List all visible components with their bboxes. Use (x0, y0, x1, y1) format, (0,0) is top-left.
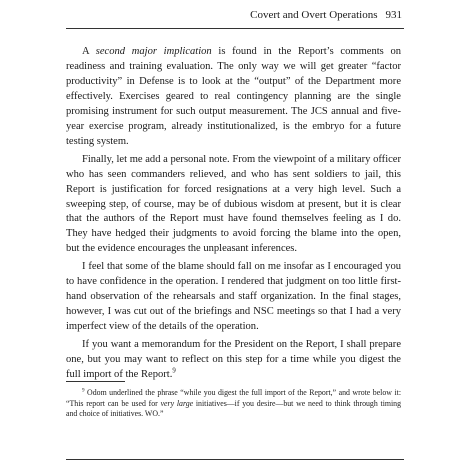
page-number: 931 (385, 9, 402, 21)
paragraph-4 (66, 338, 401, 383)
footnote (66, 388, 401, 420)
paragraph-1-text: is found in the Report’s comments on readiness and training evaluation. The only way we will get greater “factor productivity” in Defense is to look at the “output” of the Department more effectively. Exercises geared to real contingency planning are the single promising instrument for such output measurement. The JCS annual and five-year exercise program, already institutionalized, is the embryo for a future testing system. (66, 46, 402, 147)
running-title: Covert and Overt Operations (250, 9, 378, 21)
body-text (66, 45, 401, 386)
footnote-9 (66, 388, 401, 420)
footnote-text-a: Odom underlined the phrase “while you digest the full import of the Report,” and wrote below it: “This report can be used for (66, 388, 401, 408)
paragraph-1 (66, 45, 401, 150)
paragraph-4-text: If you want a memorandum for the President on the Report, I shall prepare one, but you may want to reflect on this step for a time while you digest the full import of the Report. (66, 339, 401, 381)
footnote-rule (66, 381, 125, 382)
page-bottom-rule (66, 459, 404, 460)
footnote-marker: 9 (82, 387, 85, 394)
footnote-text-b: initiatives—if you desire—but we need to think through timing and choice of initiatives. WO.” (66, 398, 402, 419)
paragraph-1-emphasis: second major implication (95, 46, 212, 57)
paragraph-3: I feel that some of the blame should fall on me insofar as I encouraged you to have confidence in the operation. I rendered that judgment on too little first-hand observation of the rehearsals and staff organization. In the final stages, however, I was cut out of the briefings and NSC meetings so that I had a very imperfect view of the details of the operation. (66, 261, 401, 333)
paragraph-2: Finally, let me add a personal note. From the viewpoint of a military officer who has seen commanders relieved, and who has sent soldiers to jail, this Report is justification for forced resignations at a very high level. Such a sweeping step, of course, may be of dubious wisdom at present, but it is clear that the authors of the Report must have found themselves feeling as I do. They have hedged their judgments to avoid forcing the blame into the open, but the evidence encourages the unpleasant inferences. (66, 153, 401, 255)
paragraph-1-prefix: A (82, 46, 96, 57)
footnote-emphasis: very large (160, 398, 194, 408)
header-rule (66, 28, 404, 29)
footnote-reference: 9 (172, 367, 176, 375)
running-header (66, 5, 402, 25)
